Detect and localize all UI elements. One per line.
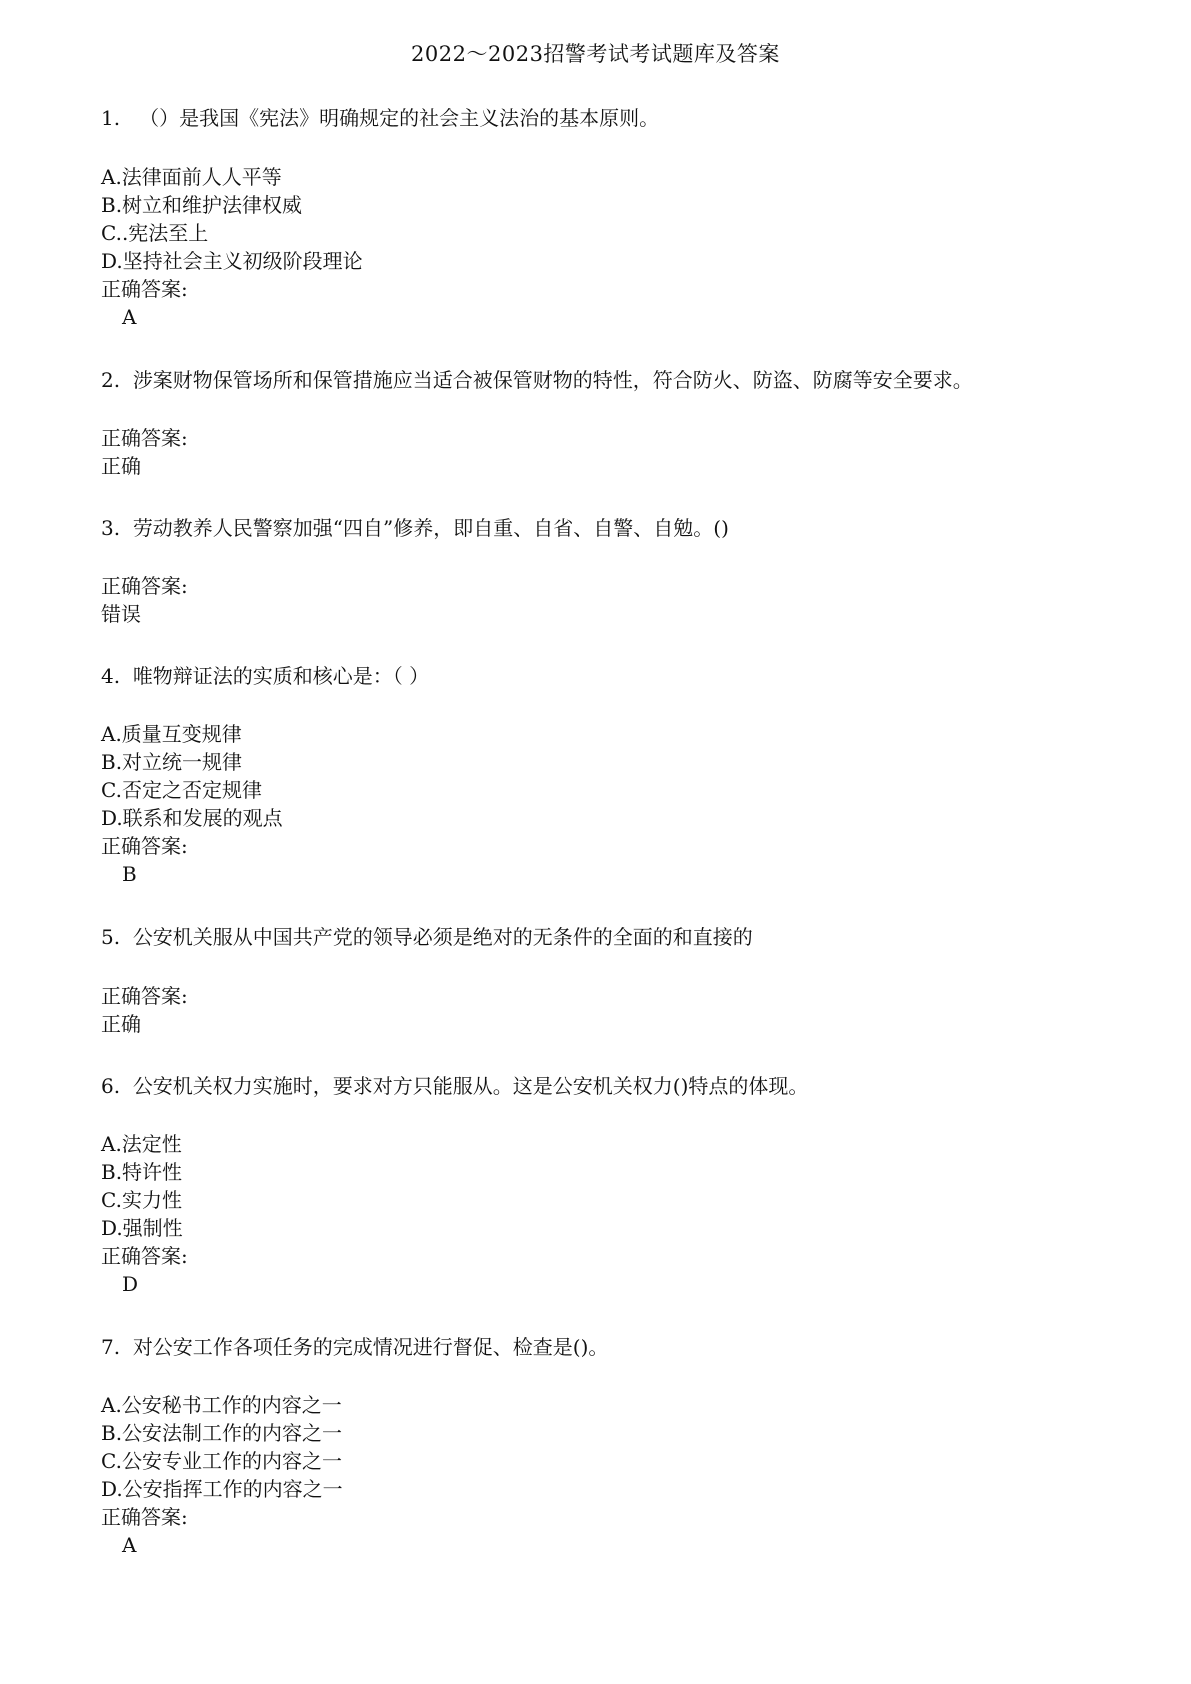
question-5	[101, 923, 753, 951]
question-text: （）是我国《宪法》明确规定的社会主义法治的基本原则。	[139, 106, 660, 130]
question-text: 公安机关服从中国共产党的领导必须是绝对的无条件的全面的和直接的	[132, 925, 753, 949]
option-c: C.公安专业工作的内容之一	[101, 1449, 342, 1473]
question-number: 2.	[101, 368, 121, 392]
option-a: A.质量互变规律	[101, 722, 242, 746]
question-number: 1.	[101, 106, 121, 130]
answer-label: 正确答案:	[101, 426, 188, 450]
answer-label: 正确答案:	[101, 1244, 188, 1268]
answer-value: 正确	[101, 454, 141, 478]
option-d: D.坚持社会主义初级阶段理论	[101, 249, 363, 273]
option-d: D.强制性	[101, 1216, 183, 1240]
option-c: C..宪法至上	[101, 221, 209, 245]
option-c: C.否定之否定规律	[101, 778, 262, 802]
answer-label: 正确答案:	[101, 574, 188, 598]
question-text: 劳动教养人民警察加强“四自”修养，即自重、自省、自警、自勉。()	[132, 516, 729, 540]
answer-label: 正确答案:	[101, 277, 188, 301]
answer-value: 错误	[101, 602, 141, 626]
question-text: 涉案财物保管场所和保管措施应当适合被保管财物的特性，符合防火、防盗、防腐等安全要求。	[132, 368, 973, 392]
answer-value: D	[122, 1272, 139, 1296]
answer-value: 正确	[101, 1012, 141, 1036]
answer-label: 正确答案:	[101, 834, 188, 858]
question-1	[101, 104, 659, 132]
question-text: 对公安工作各项任务的完成情况进行督促、检查是()。	[132, 1335, 609, 1359]
question-4	[101, 662, 429, 690]
question-text: 公安机关权力实施时，要求对方只能服从。这是公安机关权力()特点的体现。	[132, 1074, 809, 1098]
option-a: A.法律面前人人平等	[101, 165, 282, 189]
question-text: 唯物辩证法的实质和核心是：（ ）	[132, 664, 430, 688]
question-number: 4.	[101, 664, 121, 688]
option-c: C.实力性	[101, 1188, 182, 1212]
document-title: 2022～2023招警考试考试题库及答案	[411, 42, 780, 66]
option-d: D.公安指挥工作的内容之一	[101, 1477, 343, 1501]
answer-label: 正确答案:	[101, 984, 188, 1008]
question-number: 5.	[101, 925, 121, 949]
option-b: B.对立统一规律	[101, 750, 243, 774]
question-3	[101, 514, 729, 542]
answer-value: A	[122, 305, 137, 329]
answer-label: 正确答案:	[101, 1505, 188, 1529]
answer-value: A	[122, 1533, 137, 1557]
option-b: B.树立和维护法律权威	[101, 193, 303, 217]
question-2	[101, 366, 973, 394]
question-6	[101, 1072, 808, 1100]
option-a: A.法定性	[101, 1132, 182, 1156]
question-7	[101, 1333, 608, 1361]
option-d: D.联系和发展的观点	[101, 806, 283, 830]
option-b: B.公安法制工作的内容之一	[101, 1421, 343, 1445]
option-a: A.公安秘书工作的内容之一	[101, 1393, 342, 1417]
question-number: 7.	[101, 1335, 121, 1359]
question-number: 6.	[101, 1074, 121, 1098]
question-number: 3.	[101, 516, 121, 540]
option-b: B.特许性	[101, 1160, 183, 1184]
answer-value: B	[122, 862, 137, 886]
